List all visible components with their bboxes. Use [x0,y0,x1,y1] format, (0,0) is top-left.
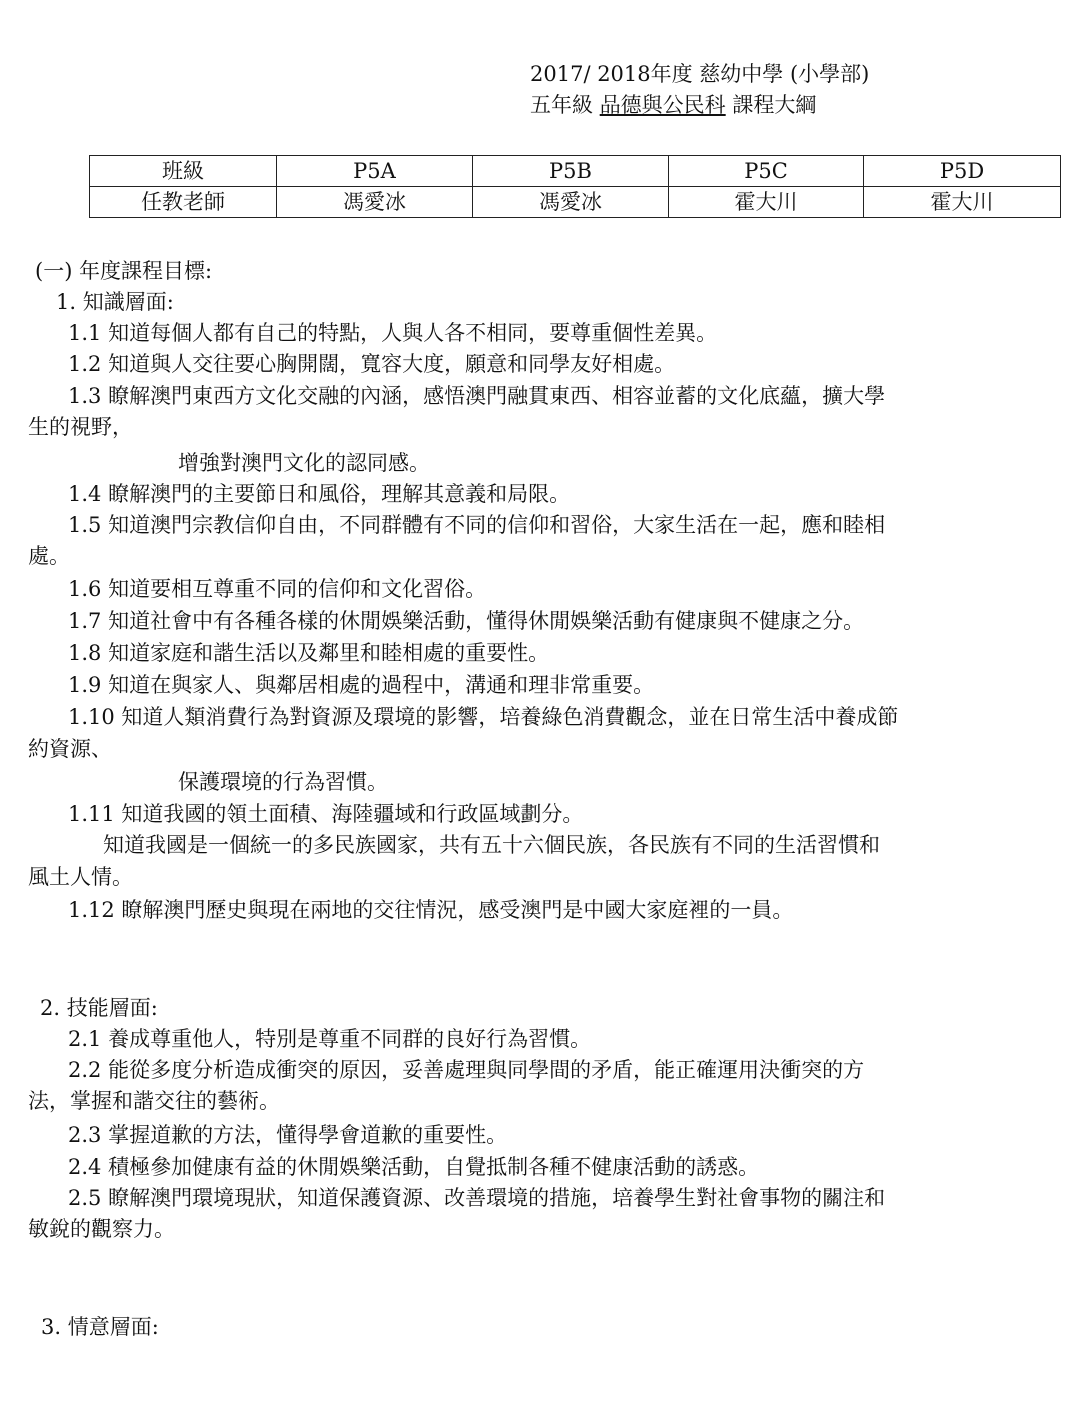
syllabus-label: 課程大綱 [725,93,817,117]
table-row [90,187,1061,218]
list-item: 1.8 知道家庭和諧生活以及鄰里和睦相處的重要性。 [68,641,550,665]
list-item: 1.5 知道澳門宗教信仰自由，不同群體有不同的信仰和習俗，大家生活在一起，應和睦相 [68,513,886,537]
knowledge-heading: 1. 知識層面: [56,290,174,314]
list-item: 1.3 瞭解澳門東西方文化交融的內涵，感悟澳門融貫東西、相容並蓄的文化底蘊，擴大學 [68,384,886,408]
list-item-continuation: 風土人情。 [28,865,133,889]
table-cell: 班級 [90,156,277,187]
table-cell: 霍大川 [669,187,864,218]
table-row [90,156,1061,187]
skills-heading: 2. 技能層面: [40,996,158,1020]
list-item-continuation: 生的視野， [28,415,133,439]
list-item-continuation: 處。 [28,544,70,568]
list-item-continuation: 保護環境的行為習慣。 [178,770,388,794]
table-cell: P5C [669,156,864,187]
table-cell: P5B [473,156,669,187]
table-cell: P5A [277,156,473,187]
list-item: 2.1 養成尊重他人，特別是尊重不同群的良好行為習慣。 [68,1027,592,1051]
list-item-continuation: 敏銳的觀察力。 [28,1217,175,1241]
list-item: 2.2 能從多度分析造成衝突的原因，妥善處理與同學間的矛盾，能正確運用決衝突的方 [68,1058,865,1082]
table-cell: 霍大川 [864,187,1061,218]
list-item-continuation: 約資源、 [28,737,112,761]
affective-heading: 3. 情意層面: [41,1315,159,1339]
table-cell: 任教老師 [90,187,277,218]
list-item: 1.11 知道我國的領土面積、海陸疆域和行政區域劃分。 [68,802,584,826]
class-teacher-table [89,155,1061,218]
list-item: 2.5 瞭解澳門環境現狀，知道保護資源、改善環境的措施，培養學生對社會事物的關注和 [68,1186,886,1210]
list-item: 1.1 知道每個人都有自己的特點，人與人各不相同，要尊重個性差異。 [68,321,718,345]
list-item: 2.4 積極參加健康有益的休閒娛樂活動，自覺抵制各種不健康活動的誘惑。 [68,1155,760,1179]
list-item: 1.10 知道人類消費行為對資源及環境的影響，培養綠色消費觀念，並在日常生活中養成節 [68,705,899,729]
table-cell: 馮愛冰 [277,187,473,218]
subject-name: 品德與公民科 [599,93,726,117]
table-cell: 馮愛冰 [473,187,669,218]
list-item: 1.7 知道社會中有各種各樣的休閒娛樂活動，懂得休閒娛樂活動有健康與不健康之分。 [68,609,865,633]
header-title: 2017/ 2018年度 慈幼中學 (小學部) [530,62,870,86]
list-item: 1.12 瞭解澳門歷史與現在兩地的交往情況，感受澳門是中國大家庭裡的一員。 [68,898,794,922]
grade-label: 五年級 [530,93,600,117]
table-cell: P5D [864,156,1061,187]
list-item: 2.3 掌握道歉的方法，懂得學會道歉的重要性。 [68,1123,508,1147]
list-item-continuation: 增強對澳門文化的認同感。 [178,451,430,475]
header-subtitle [530,91,816,119]
list-item: 1.4 瞭解澳門的主要節日和風俗，理解其意義和局限。 [68,482,571,506]
list-item: 1.2 知道與人交往要心胸開闊，寬容大度，願意和同學友好相處。 [68,352,676,376]
list-item-continuation: 法，掌握和諧交往的藝術。 [28,1089,280,1113]
list-item: 1.9 知道在與家人、與鄰居相處的過程中，溝通和理非常重要。 [68,673,655,697]
section-title: (一) 年度課程目標: [35,259,213,283]
list-item: 知道我國是一個統一的多民族國家，共有五十六個民族，各民族有不同的生活習慣和 [103,833,880,857]
list-item: 1.6 知道要相互尊重不同的信仰和文化習俗。 [68,577,487,601]
